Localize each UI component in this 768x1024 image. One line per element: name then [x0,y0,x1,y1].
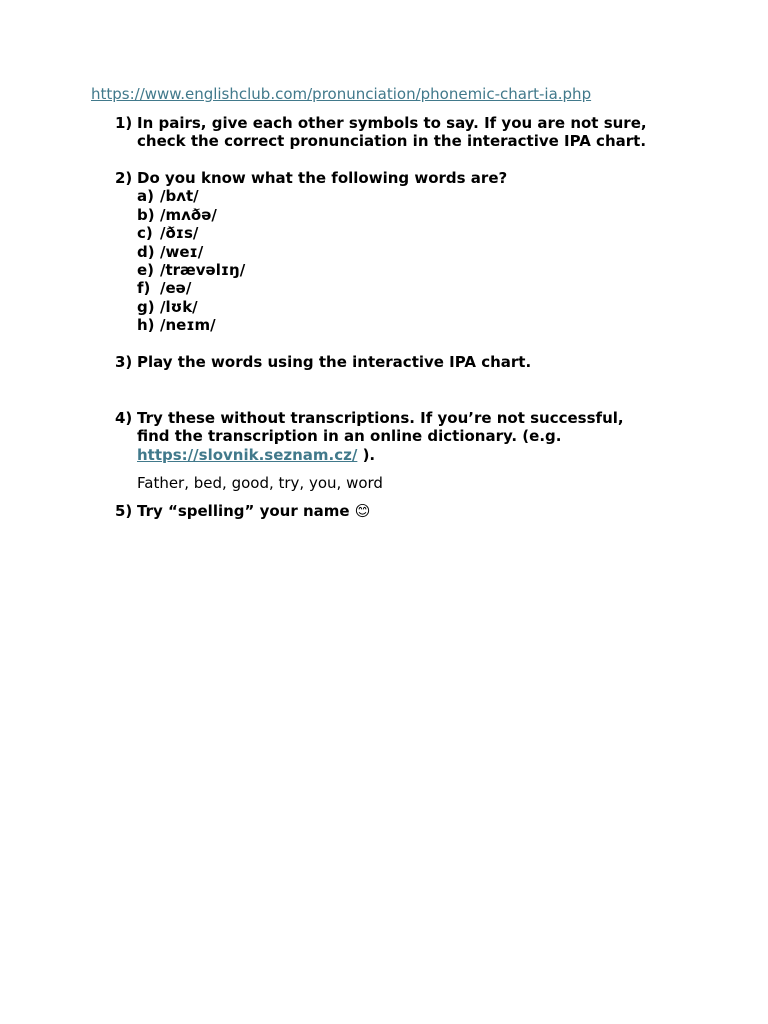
transcription-list [137,187,507,334]
task-5 [115,502,370,520]
task-line: Do you know what the following words are? [137,169,508,187]
list-item [137,316,507,334]
task-text [137,353,531,371]
transcription-text: /mʌðə/ [160,205,217,224]
list-item [137,261,507,279]
transcription-text: /ðɪs/ [160,224,199,243]
task-line: check the correct pronunciation in the interactive IPA chart. [137,132,647,151]
list-item-label: a) [137,187,154,206]
list-item-label: f) [137,279,151,298]
task-number: 4) [115,409,133,427]
task-text [137,409,624,464]
task-line: In pairs, give each other symbols to say. If you are not sure, [137,114,647,132]
list-item-label: c) [137,224,153,243]
transcription-text: /neɪm/ [160,316,216,335]
task-line [137,446,624,464]
word-list: Father, bed, good, try, you, word [137,474,383,492]
list-item-label: g) [137,297,155,316]
list-item [137,279,507,297]
task-line: Play the words using the interactive IPA chart. [137,353,532,371]
englishclub-ipa-chart-link[interactable]: https://www.englishclub.com/pronunciation/phonemic-chart-ia.php [91,85,592,103]
list-item-label: h) [137,316,155,335]
task-number: 2) [115,169,133,187]
list-item [137,187,507,205]
task-text [137,114,647,151]
transcription-text: /eə/ [160,279,192,298]
list-item-label: b) [137,205,155,224]
transcription-text: /bʌt/ [160,187,199,206]
task-4 [115,409,624,464]
task-line: find the transcription in an online dictionary. (e.g. [137,427,562,446]
transcription-text: /trævəlɪŋ/ [160,261,246,280]
task-number: 1) [115,114,133,132]
transcription-text: /weɪ/ [160,242,204,261]
list-item-label: d) [137,242,155,261]
seznam-dictionary-link[interactable]: https://slovnik.seznam.cz/ [137,445,358,464]
task-line: Try these without transcriptions. If you’re not successful, [137,409,624,427]
list-item-label: e) [137,261,155,280]
task-text [137,169,507,335]
list-item [137,243,507,261]
task-1 [115,114,647,151]
task-number: 5) [115,502,133,520]
list-item [137,224,507,242]
list-item [137,206,507,224]
transcription-text: /lʊk/ [160,297,198,316]
task-3 [115,353,531,371]
list-item [137,298,507,316]
task-2 [115,169,507,335]
task-text [137,502,370,520]
task-line: Try “spelling” your name 😊 [137,502,371,520]
link-suffix: ). [357,445,376,464]
task-number: 3) [115,353,133,371]
